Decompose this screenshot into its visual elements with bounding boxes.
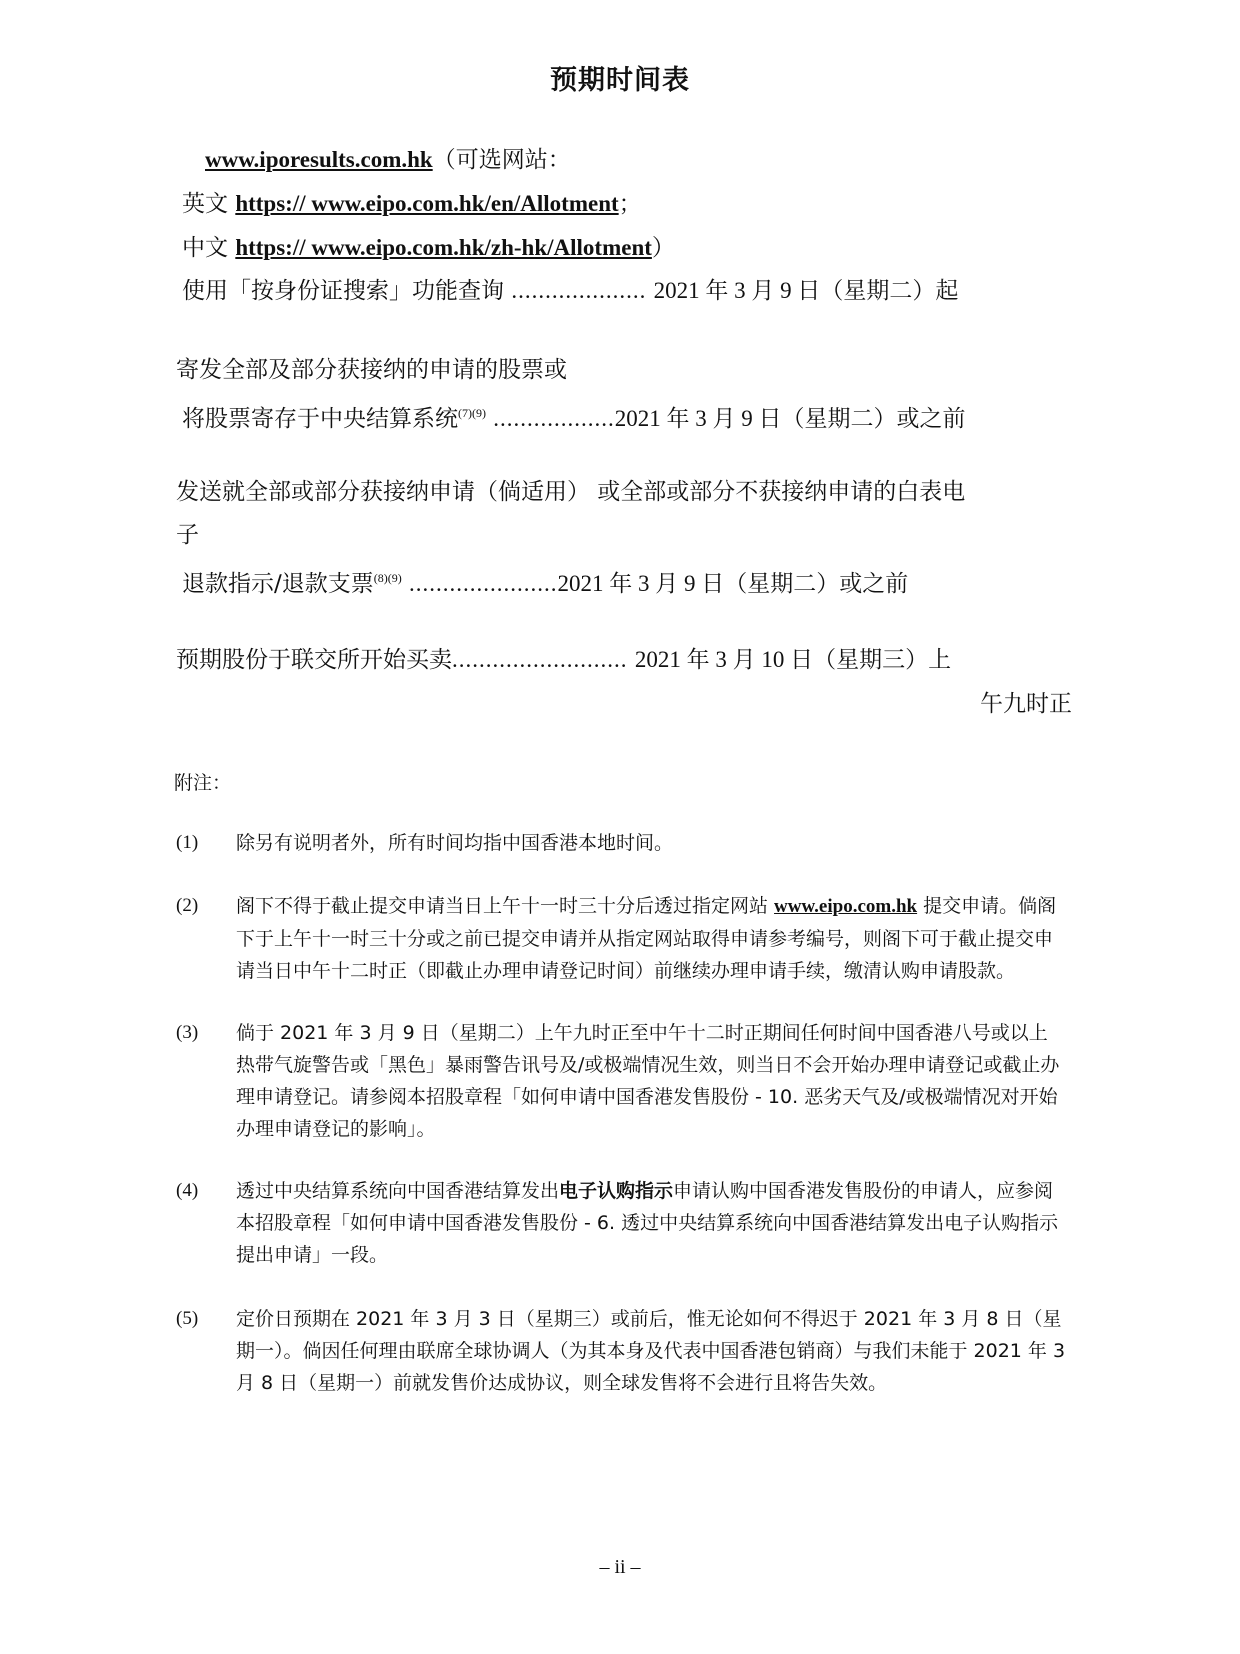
share-cert-line-1: 寄发全部及部分获接纳的申请的股票或 xyxy=(176,357,567,383)
note-2 xyxy=(176,890,1066,986)
optional-site-label: （可选网站： xyxy=(432,147,571,173)
footnote-ref: (8)(9) xyxy=(373,571,402,585)
chinese-suffix: ） xyxy=(651,235,675,261)
note-text xyxy=(236,890,1066,987)
share-cert-date: 2021 年 3 月 9 日（星期二）或之前 xyxy=(614,406,966,431)
eipo-link[interactable]: www.eipo.com.hk xyxy=(774,896,918,917)
eipo-chinese-link[interactable]: https:// www.eipo.com.hk/zh-hk/Allotment xyxy=(235,235,652,260)
note-text: 定价日预期在 2021 年 3 月 3 日（星期三）或前后，惟无论如何不得迟于 2021 年 3 月 8 日（星期一）。倘因任何理由联席全球协调人（为其本身及代表中国香港包销商）与我们未能于 2021 年 3 月 8 日（星期一）前就发售价达成协议，则全球发售将不会进行且将告失效。 xyxy=(236,1308,1066,1394)
refund-line-3 xyxy=(182,563,908,599)
refund-date: 2021 年 3 月 9 日（星期二）或之前 xyxy=(557,571,909,596)
id-search-date: 2021 年 3 月 9 日（星期二）起 xyxy=(653,278,959,303)
note-text xyxy=(236,1175,1066,1271)
note-number: (5) xyxy=(176,1308,199,1329)
refund-line-2: 子 xyxy=(176,522,199,548)
eipo-english-link[interactable]: https:// www.eipo.com.hk/en/Allotment xyxy=(235,191,619,216)
footnote-ref: (7)(9) xyxy=(458,406,486,420)
page-number: – ii – xyxy=(599,1556,641,1578)
leader-dots: .......................... xyxy=(452,647,628,672)
english-site-line xyxy=(182,189,642,219)
page-title: 预期时间表 xyxy=(550,65,690,96)
chinese-site-line xyxy=(182,233,675,263)
dealings-date: 2021 年 3 月 10 日（星期三）上 xyxy=(634,647,952,672)
electronic-instructions-term: 电子认购指示 xyxy=(559,1180,674,1202)
english-prefix: 英文 xyxy=(182,191,228,217)
results-site-line xyxy=(205,145,571,175)
english-suffix: ； xyxy=(618,191,642,217)
dealings-line xyxy=(176,645,951,675)
note-number: (2) xyxy=(176,895,199,916)
note-3 xyxy=(176,1017,1066,1145)
note-text-part: 提交申请。倘阁下于上午十一时三十分或之前已提交申请并从指定网站取得申请参考编号，则阁下可于截止提交申请当日中午十二时正（即截止办理申请登记时间）前继续办理申请手续，缴清认购申请股款。 xyxy=(236,895,1057,982)
note-text-part: 阁下不得于截止提交申请当日上午十一时三十分后透过指定网站 xyxy=(236,895,775,917)
iporesults-link[interactable]: www.iporesults.com.hk xyxy=(205,147,433,172)
note-text-part: 透过中央结算系统向中国香港结算发出 xyxy=(236,1180,560,1202)
leader-dots: ...................... xyxy=(409,571,558,596)
note-1 xyxy=(176,827,1066,859)
id-search-line xyxy=(182,276,958,306)
refund-line-1: 发送就全部或部分获接纳申请（倘适用） 或全部或部分不获接纳申请的白表电 xyxy=(176,479,966,505)
id-search-label: 使用「按身份证搜索」功能查询 xyxy=(182,278,504,304)
dealings-label: 预期股份于联交所开始买卖 xyxy=(176,647,452,673)
notes-heading: 附注： xyxy=(174,772,232,794)
note-text-part: 申请认购中国香港发售股份的申请人，应参阅本招股章程「如何申请中国香港发售股份 - 6. 透过中央结算系统向中国香港结算发出电子认购指示提出申请」一段。 xyxy=(236,1180,1059,1266)
chinese-prefix: 中文 xyxy=(182,235,228,261)
leader-dots: .................. xyxy=(493,406,615,431)
leader-dots: .................... xyxy=(511,278,647,303)
note-text: 倘于 2021 年 3 月 9 日（星期二）上午九时正至中午十二时正期间任何时间中国香港八号或以上热带气旋警告或「黑色」暴雨警告讯号及∕或极端情况生效，则当日不会开始办理申请登记或截止办理申请登记。请参阅本招股章程「如何申请中国香港发售股份 - 10. 恶劣天气及∕或极端情况对开始办理申请登记的影响」。 xyxy=(236,1022,1060,1140)
share-cert-label: 将股票寄存于中央结算系统 xyxy=(182,406,458,432)
note-number: (1) xyxy=(176,832,199,853)
note-5 xyxy=(176,1303,1066,1399)
share-cert-line-2 xyxy=(182,398,966,434)
note-number: (3) xyxy=(176,1022,199,1043)
note-text: 除另有说明者外，所有时间均指中国香港本地时间。 xyxy=(236,832,674,854)
note-4 xyxy=(176,1175,1066,1271)
note-number: (4) xyxy=(176,1180,199,1201)
refund-label: 退款指示∕退款支票 xyxy=(182,571,374,597)
dealings-date-continued: 午九时正 xyxy=(980,691,1072,717)
